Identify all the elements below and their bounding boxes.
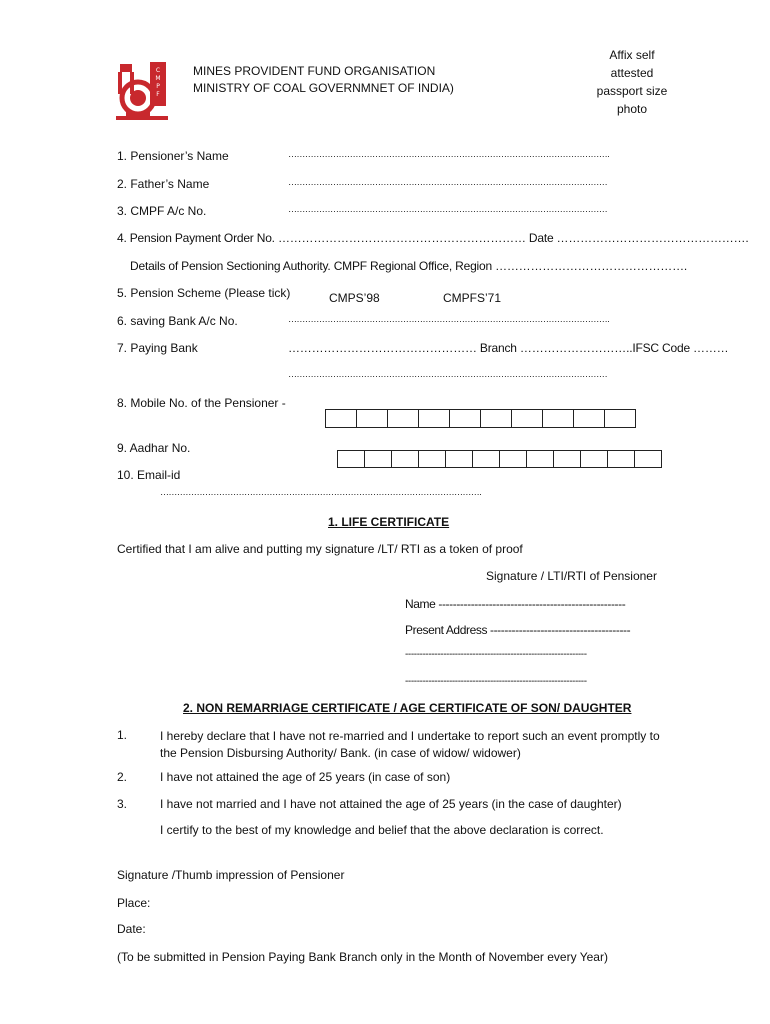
date-label: Date:: [117, 922, 146, 936]
place-label: Place:: [117, 896, 151, 910]
aadhar-digit-box[interactable]: [581, 451, 608, 467]
saving-label: 6. saving Bank A/c No.: [117, 314, 238, 328]
aadhar-digit-box[interactable]: [608, 451, 635, 467]
life-certificate-title: 1. LIFE CERTIFICATE: [328, 515, 450, 529]
father-name-label: 2. Father’s Name: [117, 177, 210, 191]
declaration-number: 2.: [117, 770, 128, 784]
svg-text:F: F: [156, 91, 160, 98]
aadhar-digit-box[interactable]: [473, 451, 500, 467]
bank-field[interactable]: ………………………………………… Branch ………………………..IFSC Code ………: [288, 341, 729, 355]
svg-text:P: P: [156, 83, 160, 90]
father-name-field[interactable]: ……………………………………………………………………………………………………: [288, 177, 608, 187]
thumb-signature-label: Signature /Thumb impression of Pensioner: [117, 868, 345, 882]
mobile-digit-box[interactable]: [357, 410, 388, 427]
mobile-digit-box[interactable]: [543, 410, 574, 427]
mobile-digit-box[interactable]: [388, 410, 419, 427]
details-field[interactable]: Details of Pension Sectioning Authority. CMPF Regional Office, Region ………………………………………….: [130, 259, 688, 273]
cmpf-label: 3. CMPF A/c No.: [117, 204, 207, 218]
declaration-text: I hereby declare that I have not re-married and I undertake to report such an event promptly to the Pension Disbursing Authority/ Bank. (in case of widow/ widower): [160, 729, 660, 760]
photo-text-4: photo: [616, 102, 648, 116]
mobile-digit-box[interactable]: [481, 410, 512, 427]
pensioner-name-label: 1. Pensioner’s Name: [117, 149, 229, 163]
declaration-number: 3.: [117, 797, 128, 811]
svg-text:C: C: [155, 67, 161, 74]
declaration-text: I have not attained the age of 25 years (in case of son): [160, 770, 451, 784]
scheme-option-cmps98[interactable]: CMPS’98: [329, 291, 380, 305]
declaration-number: 1.: [117, 728, 128, 742]
declaration-text: I have not married and I have not attained the age of 25 years (in the case of daughter): [160, 797, 622, 811]
svg-text:M: M: [155, 75, 161, 82]
scheme-label: 5. Pension Scheme (Please tick): [117, 286, 291, 300]
certify-statement: I certify to the best of my knowledge and belief that the above declaration is correct.: [160, 823, 604, 837]
mobile-boxes[interactable]: [325, 409, 636, 428]
aadhar-digit-box[interactable]: [554, 451, 581, 467]
scheme-option-cmpfs71[interactable]: CMPFS’71: [443, 291, 502, 305]
address-line-3[interactable]: --------------------------------------------------------------: [405, 676, 587, 687]
bank-label: 7. Paying Bank: [117, 341, 198, 355]
life-certificate-statement: Certified that I am alive and putting my signature /LT/ RTI as a token of proof: [117, 542, 523, 556]
email-field[interactable]: …………………………………………………………………………………………………….: [160, 487, 482, 497]
aadhar-digit-box[interactable]: [527, 451, 554, 467]
aadhar-digit-box[interactable]: [500, 451, 527, 467]
email-label: 10. Email-id: [117, 468, 181, 482]
aadhar-digit-box[interactable]: [446, 451, 473, 467]
aadhar-digit-box[interactable]: [635, 451, 661, 467]
name-field[interactable]: Name ----------------------------------------------------: [405, 597, 626, 611]
photo-text-3: passport size: [596, 84, 668, 98]
mobile-digit-box[interactable]: [326, 410, 357, 427]
aadhar-digit-box[interactable]: [338, 451, 365, 467]
pensioner-signature-label: Signature / LTI/RTI of Pensioner: [486, 569, 657, 583]
mobile-digit-box[interactable]: [605, 410, 635, 427]
aadhar-digit-box[interactable]: [419, 451, 446, 467]
ministry-name: MINISTRY OF COAL GOVERNMNET OF INDIA): [193, 81, 454, 95]
pensioner-name-field[interactable]: …………………………………………………………………………………………………….: [288, 149, 610, 159]
aadhar-label: 9. Aadhar No.: [117, 441, 191, 455]
ppo-field[interactable]: 4. Pension Payment Order No. ……………………………………………………… Date ………………………………………….: [117, 231, 749, 245]
aadhar-digit-box[interactable]: [392, 451, 419, 467]
photo-text-1: Affix self: [609, 48, 655, 62]
organisation-block: [193, 63, 454, 97]
mobile-label: 8. Mobile No. of the Pensioner -: [117, 396, 286, 410]
mobile-digit-box[interactable]: [450, 410, 481, 427]
aadhar-digit-box[interactable]: [365, 451, 392, 467]
mobile-digit-box[interactable]: [419, 410, 450, 427]
photo-box: [584, 46, 680, 118]
address-line-2[interactable]: --------------------------------------------------------------: [405, 649, 587, 660]
present-address-field[interactable]: Present Address ---------------------------------------: [405, 623, 631, 637]
submission-note: (To be submitted in Pension Paying Bank Branch only in the Month of November every Year): [117, 950, 608, 964]
mobile-digit-box[interactable]: [512, 410, 543, 427]
cmpf-field[interactable]: ……………………………………………………………………………………………………: [288, 204, 608, 214]
photo-text-2: attested: [610, 66, 654, 80]
non-remarriage-title: 2. NON REMARRIAGE CERTIFICATE / AGE CERTIFICATE OF SON/ DAUGHTER: [183, 701, 632, 715]
org-name: MINES PROVIDENT FUND ORGANISATION: [193, 64, 436, 78]
bank-extra-field[interactable]: ……………………………………………………………………………………………………: [288, 369, 608, 379]
mobile-digit-box[interactable]: [574, 410, 605, 427]
saving-field[interactable]: …………………………………………………………………………………………………….: [288, 314, 610, 324]
aadhar-boxes[interactable]: [337, 450, 662, 468]
cmpf-logo: [116, 60, 168, 122]
